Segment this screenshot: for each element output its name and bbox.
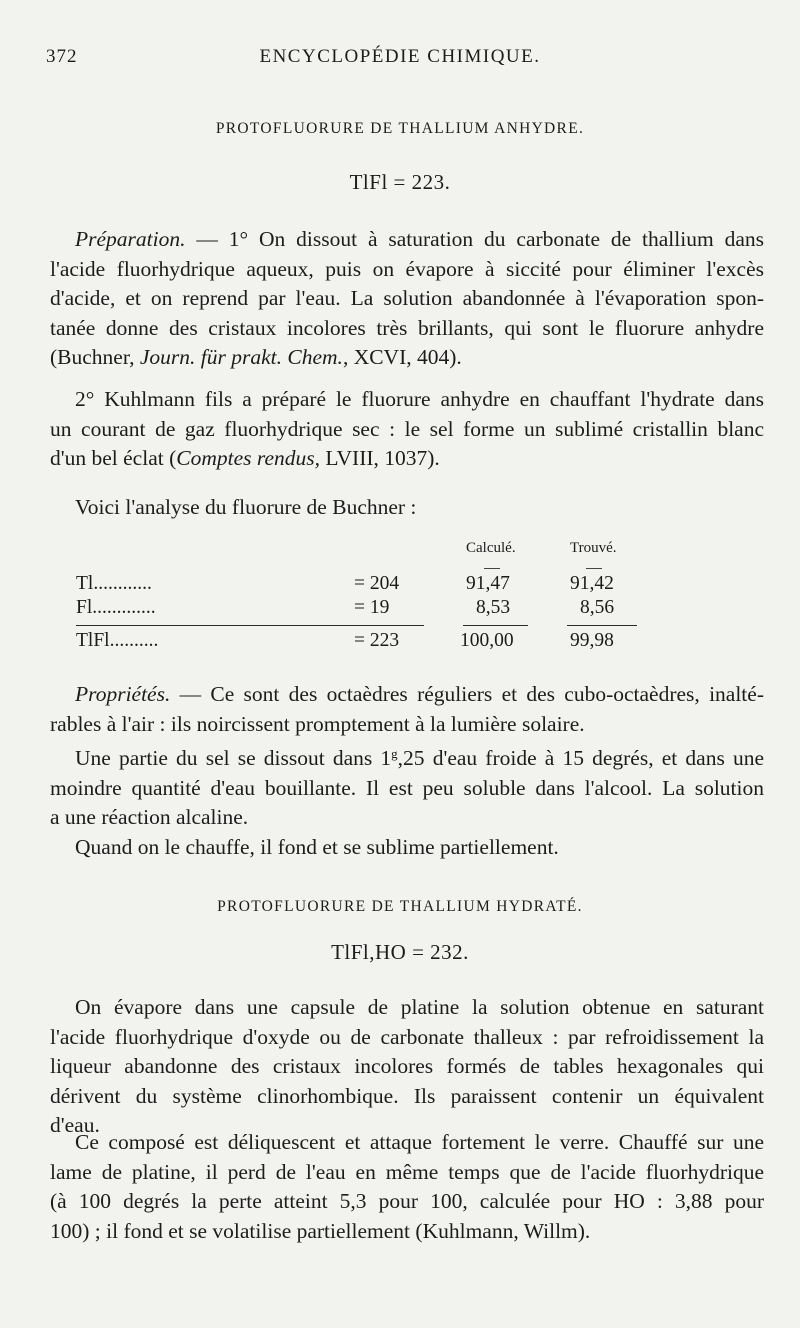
row-calc-tl: 91,47 — [466, 573, 510, 594]
text-line: On évapore dans une capsule de platine la solution obtenue en saturant — [75, 995, 764, 1019]
paragraph-preparation — [50, 225, 764, 373]
row-eq-total: = 223 — [354, 630, 400, 651]
text-line: Ce composé est déliquescent et attaque fortement le verre. Chauffé sur une — [75, 1130, 764, 1154]
header-trouve: Trouvé. — [570, 540, 617, 556]
text-line: d'acide, et on reprend par l'eau. La solution abandonnée à l'évaporation spon- — [50, 286, 764, 310]
header-calcule: Calculé. — [466, 540, 516, 556]
table-rule — [567, 625, 637, 626]
table-rule — [76, 625, 424, 626]
row-eq-tl: = 204 — [354, 573, 400, 594]
row-label-fl: Fl............. — [76, 597, 156, 618]
paragraph-kuhlmann — [50, 385, 764, 474]
row-eq-fl: = 19 — [354, 597, 390, 618]
text-line: d'un bel éclat (Comptes rendus, LVIII, 1037). — [50, 446, 440, 470]
text-line: a une réaction alcaline. — [50, 805, 249, 829]
text-line: lame de platine, il perd de l'eau en même temps que de l'acide fluorhydrique — [50, 1159, 764, 1184]
column-dash — [586, 568, 602, 569]
column-dash — [484, 568, 500, 569]
text-line: tanée donne des cristaux incolores très brillants, qui sont le fluorure anhydre — [50, 315, 764, 340]
paragraph-proprietes — [50, 680, 764, 862]
text-line: Une partie du sel se dissout dans 1$^g$,25 d'eau froide à 15 degrés, et dans une — [75, 746, 764, 770]
text-line: Propriétés. — Ce sont des octaèdres réguliers et des cubo-octaèdres, inalté- — [75, 682, 764, 706]
table-rule — [463, 625, 528, 626]
text-line: Voici l'analyse du fluorure de Buchner : — [75, 495, 417, 519]
text-line: Préparation. — 1° On dissout à saturation du carbonate de thallium dans — [75, 227, 764, 251]
text-line: 100) ; il fond et se volatilise partiellement (Kuhlmann, Willm). — [50, 1218, 591, 1243]
text-line: un courant de gaz fluorhydrique sec : le sel forme un sublimé cristallin blanc — [50, 416, 764, 441]
text-line: rables à l'air : ils noircissent promptement à la lumière solaire. — [50, 711, 585, 736]
row-label-tl: Tl............ — [76, 573, 152, 594]
section-title-hydrate: PROTOFLUORURE DE THALLIUM HYDRATÉ. — [217, 898, 583, 915]
row-calc-total: 100,00 — [460, 630, 514, 651]
row-found-fl: 8,56 — [580, 597, 615, 618]
row-label-total: TlFl.......... — [76, 630, 159, 651]
text-line: moindre quantité d'eau bouillante. Il est peu soluble dans l'alcool. La solution — [50, 775, 764, 800]
paragraph-evaporation — [50, 993, 764, 1141]
text-line: Quand on le chauffe, il fond et se sublime partiellement. — [75, 834, 559, 859]
running-title: ENCYCLOPÉDIE CHIMIQUE. — [259, 46, 541, 67]
row-found-total: 99,98 — [570, 630, 614, 651]
page-number: 372 — [46, 46, 78, 67]
text-line: l'acide fluorhydrique d'oxyde ou de carbonate thalleux : par refroidissement la — [50, 1024, 764, 1049]
text-line: l'acide fluorhydrique aqueux, puis on évapore à siccité pour éliminer l'excès — [50, 256, 764, 281]
paragraph-deliquescent — [50, 1128, 764, 1246]
section-title-anhydre: PROTOFLUORURE DE THALLIUM ANHYDRE. — [215, 120, 585, 137]
text-line: 2° Kuhlmann fils a préparé le fluorure anhydre en chauffant l'hydrate dans — [75, 387, 764, 411]
paragraph-analysis-intro — [50, 493, 764, 523]
row-calc-fl: 8,53 — [476, 597, 511, 618]
text-line: (Buchner, Journ. für prakt. Chem., XCVI, 404). — [50, 345, 462, 369]
row-found-tl: 91,42 — [570, 573, 614, 594]
formula-anhydre: TlFl = 223. — [349, 170, 451, 194]
text-line: dérivent du système clinorhombique. Ils paraissent contenir un équivalent — [50, 1083, 764, 1108]
text-line: (à 100 degrés la perte atteint 5,3 pour 100, calculée pour HO : 3,88 pour — [50, 1189, 764, 1213]
formula-hydrate: TlFl,HO = 232. — [331, 940, 469, 964]
text-line: d'eau. — [50, 1113, 100, 1137]
text-line: liqueur abandonne des cristaux incolores formés de tables hexagonales qui — [50, 1054, 764, 1078]
